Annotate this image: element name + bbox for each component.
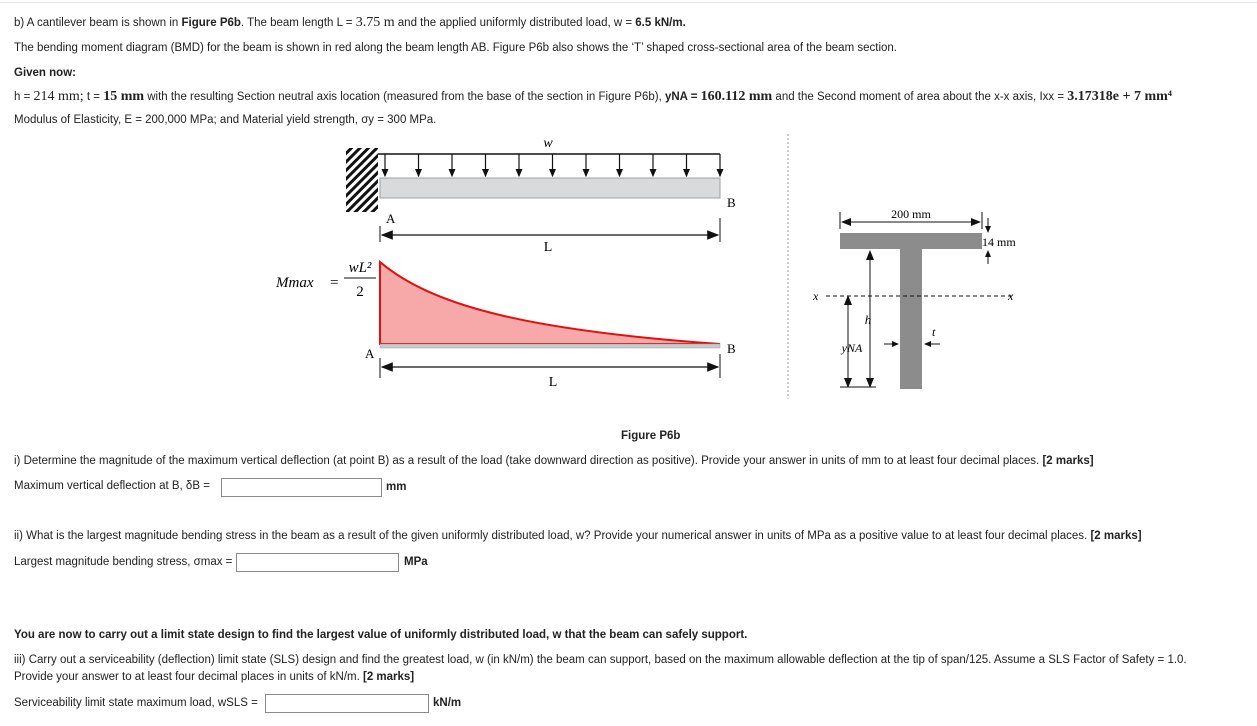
length-label: L [543,240,553,255]
yna-value: 160.112 mm [700,89,773,104]
q1-prompt: i) Determine the magnitude of the maximum vertical deflection (at point B) as a result of the load (take downward direction as positive). Provide your answer in units of mm to at least four decimal places. [14,455,1043,467]
figure-ref: Figure P6b [181,17,241,29]
intro-text: and the applied uniformly distributed load, w = [394,17,636,29]
q1-marks: [2 marks] [1042,455,1094,467]
wl2-label: wL² [348,260,372,276]
bending-stress-input[interactable] [236,553,399,572]
yna-label: yNA = [664,91,701,103]
fixed-support-wall [346,148,378,212]
intro-line-2: The bending moment diagram (BMD) for the beam is shown in red along the beam length AB. Figure P6b also shows the ‘T’ shaped cross-sectional area of the beam section. [14,42,897,54]
yna-figure-label: yNA [841,341,863,355]
bmd-length-label: L [548,375,558,390]
intro-text: . The beam length L = [240,17,356,29]
beam [380,178,720,198]
ixx-value: 3.17318e + 7 mm⁴ [1067,89,1172,104]
axis-x-left-label: x [813,289,819,303]
point-a-label: A [386,211,396,226]
q2-answer-label: Largest magnitude bending stress, σmax = [14,556,233,568]
load-value: 6.5 kN/m. [635,17,686,29]
bmd-point-b-label: B [727,341,736,356]
mmax-label: Mmax [276,275,314,291]
web-thickness-label: t [932,325,936,339]
q2-unit: MPa [404,556,428,568]
h-label: h = [14,91,34,103]
section-text: with the resulting Section neutral axis location (measured from the base of the section in Figure P6b), [144,91,665,103]
t-label: t = [83,91,104,103]
intro-text: b) A cantilever beam is shown in [14,17,182,29]
t-web [900,249,922,389]
udl-arrows [385,154,720,176]
q1-text [14,455,1094,467]
t-flange [840,233,982,249]
q2-marks: [2 marks] [1090,530,1142,542]
figure-caption: Figure P6b [621,430,681,442]
bmd-area [380,262,720,344]
given-now-heading: Given now: [14,67,76,79]
q3-marks: [2 marks] [363,671,415,683]
ixx-text: and the Second moment of area about the x-x axis, Ixx = [772,91,1068,103]
bmd-beam [380,344,720,348]
q1-unit: mm [386,481,407,493]
q2-text [14,530,1142,542]
q3-text-line-2 [14,671,414,683]
figure-p6b [270,134,1030,404]
q3-answer-label: Serviceability limit state maximum load, wSLS = [14,697,258,709]
bmd-point-a-label: A [365,346,375,361]
flange-thickness-label: 14 mm [982,235,1016,249]
limit-state-heading: You are now to carry out a limit state design to find the largest value of uniformly distributed load, w that the beam can safely support. [14,629,748,641]
two-label: 2 [356,284,364,300]
t-value: 15 mm [103,89,145,104]
w-label: w [543,136,553,151]
height-label: h [864,312,872,327]
q3-prompt: Provide your answer to at least four decimal places in units of kN/m. [14,671,363,683]
point-b-label: B [727,195,736,210]
sls-load-input[interactable] [265,694,429,713]
flange-width-label: 200 mm [891,207,931,221]
modulus-line: Modulus of Elasticity, E = 200,000 MPa; and Material yield strength, σy = 300 MPa. [14,114,437,126]
q2-prompt: ii) What is the largest magnitude bending stress in the beam as a result of the given uniformly distributed load, w? Provide your numerical answer in units of MPa as a positive value to at least four decimal places. [14,530,1091,542]
q3-text-line-1: iii) Carry out a serviceability (deflection) limit state (SLS) design and find the greatest load, w (in kN/m) the beam can support, based on the maximum allowable deflection at the tip of span/125. Assume a SLS Factor of Safety = 1.0. [14,654,1187,666]
intro-line-given [14,89,1172,105]
q1-answer-label: Maximum vertical deflection at B, δB = [14,480,210,492]
axis-x-right-label: x [1008,289,1014,303]
intro-line-1 [14,15,686,31]
length-value: 3.75 m [355,15,395,30]
equals-sign: = [330,275,339,291]
deflection-input[interactable] [221,478,382,497]
h-value: 214 mm; [33,89,84,104]
top-divider [0,2,1257,3]
q3-unit: kN/m [433,697,462,709]
